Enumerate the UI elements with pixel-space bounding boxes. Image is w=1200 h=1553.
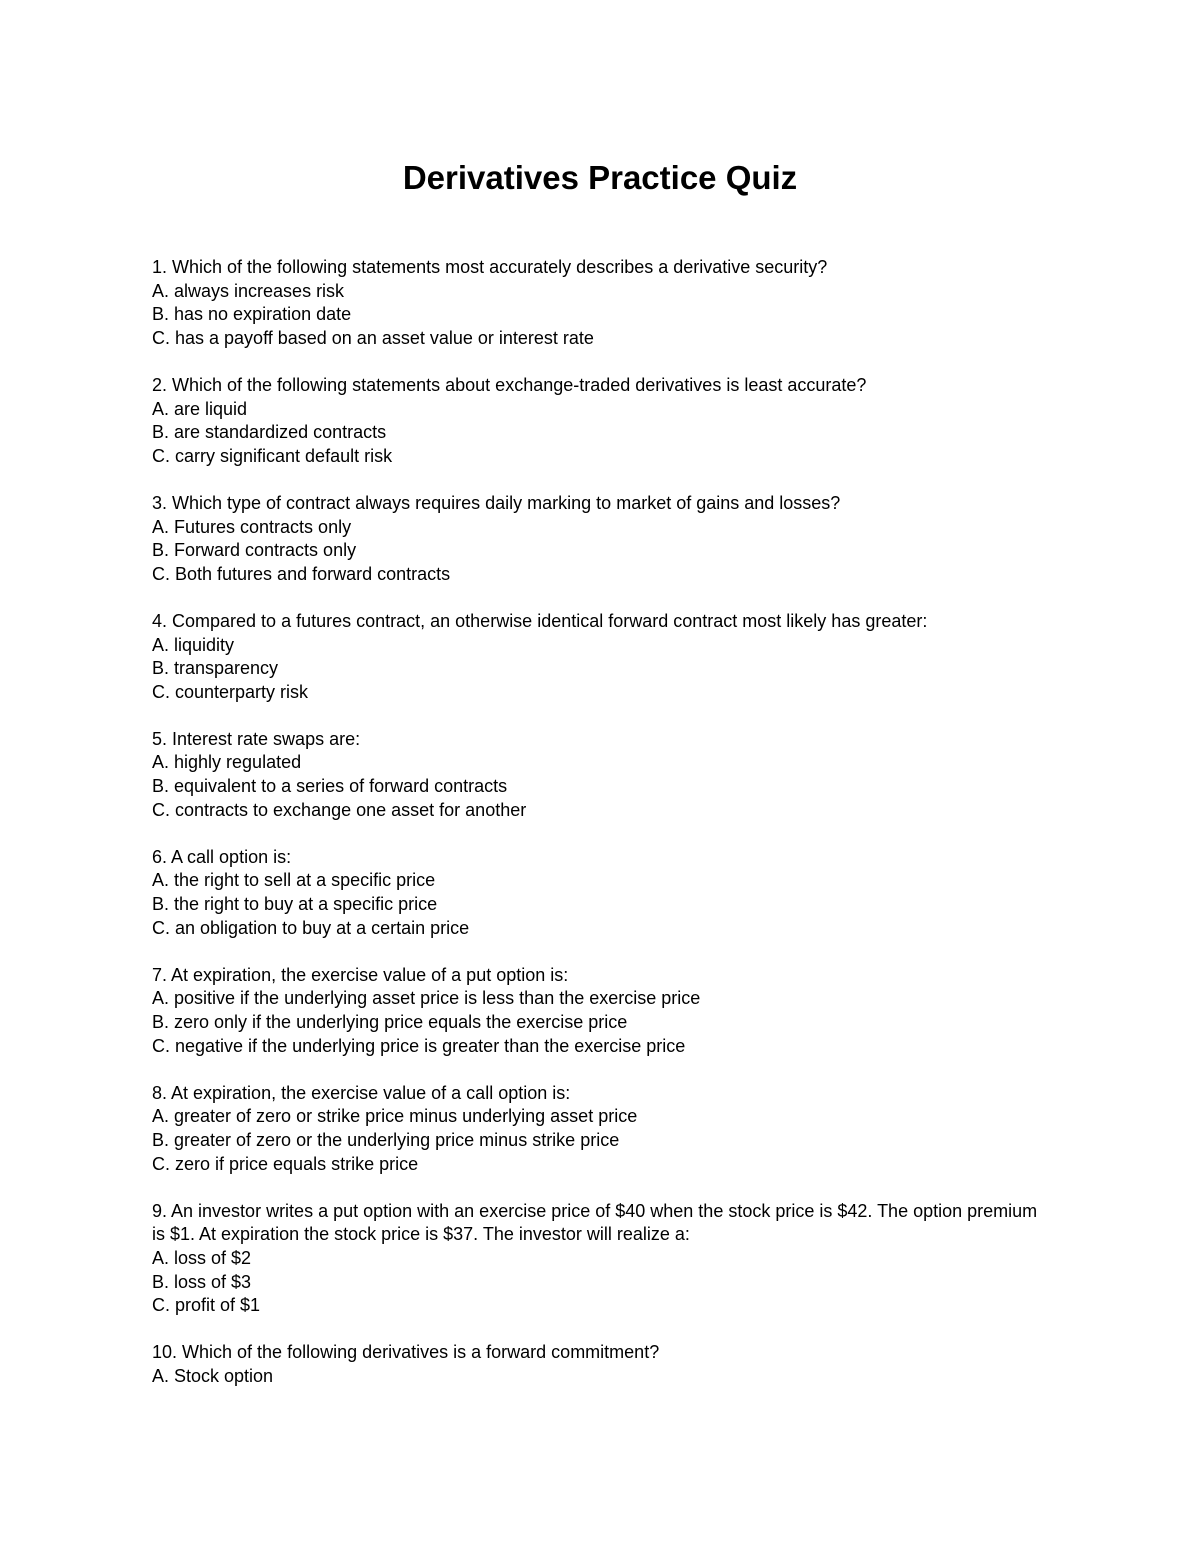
question-8 [152,1082,1052,1176]
option-a: A. highly regulated [152,752,302,773]
option-b: B. the right to buy at a specific price [152,894,438,915]
option-c: C. contracts to exchange one asset for another [152,799,527,820]
question-5 [152,728,1052,822]
option-b: B. loss of $3 [152,1271,252,1292]
question-2 [152,374,1052,468]
question-4 [152,610,1052,704]
option-a: A. liquidity [152,634,235,655]
option-a: A. always increases risk [152,280,345,301]
question-7 [152,964,1052,1058]
quiz-content [152,256,1052,1412]
option-c: C. Both futures and forward contracts [152,563,451,584]
option-b: B. Forward contracts only [152,540,357,561]
question-text: 7. At expiration, the exercise value of a put option is: [152,964,569,985]
page-title: Derivatives Practice Quiz [402,159,798,196]
option-b: B. equivalent to a series of forward contracts [152,776,508,797]
option-c: C. carry significant default risk [152,445,393,466]
question-text: 8. At expiration, the exercise value of a call option is: [152,1082,571,1103]
option-b: B. zero only if the underlying price equals the exercise price [152,1012,628,1032]
option-a: A. Futures contracts only [152,516,352,537]
question-text: 9. An investor writes a put option with an exercise price of $40 when the stock price is $42. The option premium is $1. At expiration the stock price is $37. The investor will realize a: [152,1200,1038,1245]
question-3 [152,492,1052,586]
question-text: 5. Interest rate swaps are: [152,728,361,749]
question-10 [152,1341,1052,1388]
option-a: A. Stock option [152,1365,274,1386]
option-a: A. the right to sell at a specific price [152,870,436,891]
question-text: 3. Which type of contract always requires daily marking to market of gains and losses? [152,492,841,513]
option-b: B. greater of zero or the underlying price minus strike price [152,1129,620,1150]
option-b: B. transparency [152,658,279,679]
option-c: C. negative if the underlying price is greater than the exercise price [152,1035,686,1056]
option-c: C. an obligation to buy at a certain price [152,917,470,938]
option-a: A. loss of $2 [152,1247,252,1268]
option-a: A. positive if the underlying asset price is less than the exercise price [152,988,701,1009]
question-9 [152,1200,1052,1318]
option-c: C. has a payoff based on an asset value or interest rate [152,327,594,348]
question-text: 4. Compared to a futures contract, an otherwise identical forward contract most likely has greater: [152,610,928,631]
question-text: 2. Which of the following statements about exchange-traded derivatives is least accurate? [152,374,867,395]
question-6 [152,846,1052,940]
option-a: A. are liquid [152,398,248,419]
option-c: C. zero if price equals strike price [152,1153,419,1174]
option-c: C. counterparty risk [152,681,309,702]
question-text: 1. Which of the following statements most accurately describes a derivative security? [152,257,828,277]
question-1 [152,256,1052,350]
option-a: A. greater of zero or strike price minus underlying asset price [152,1106,638,1127]
option-c: C. profit of $1 [152,1295,261,1316]
option-b: B. has no expiration date [152,304,352,325]
question-text: 6. A call option is: [152,846,292,867]
option-b: B. are standardized contracts [152,422,387,443]
question-text: 10. Which of the following derivatives is a forward commitment? [152,1342,660,1363]
